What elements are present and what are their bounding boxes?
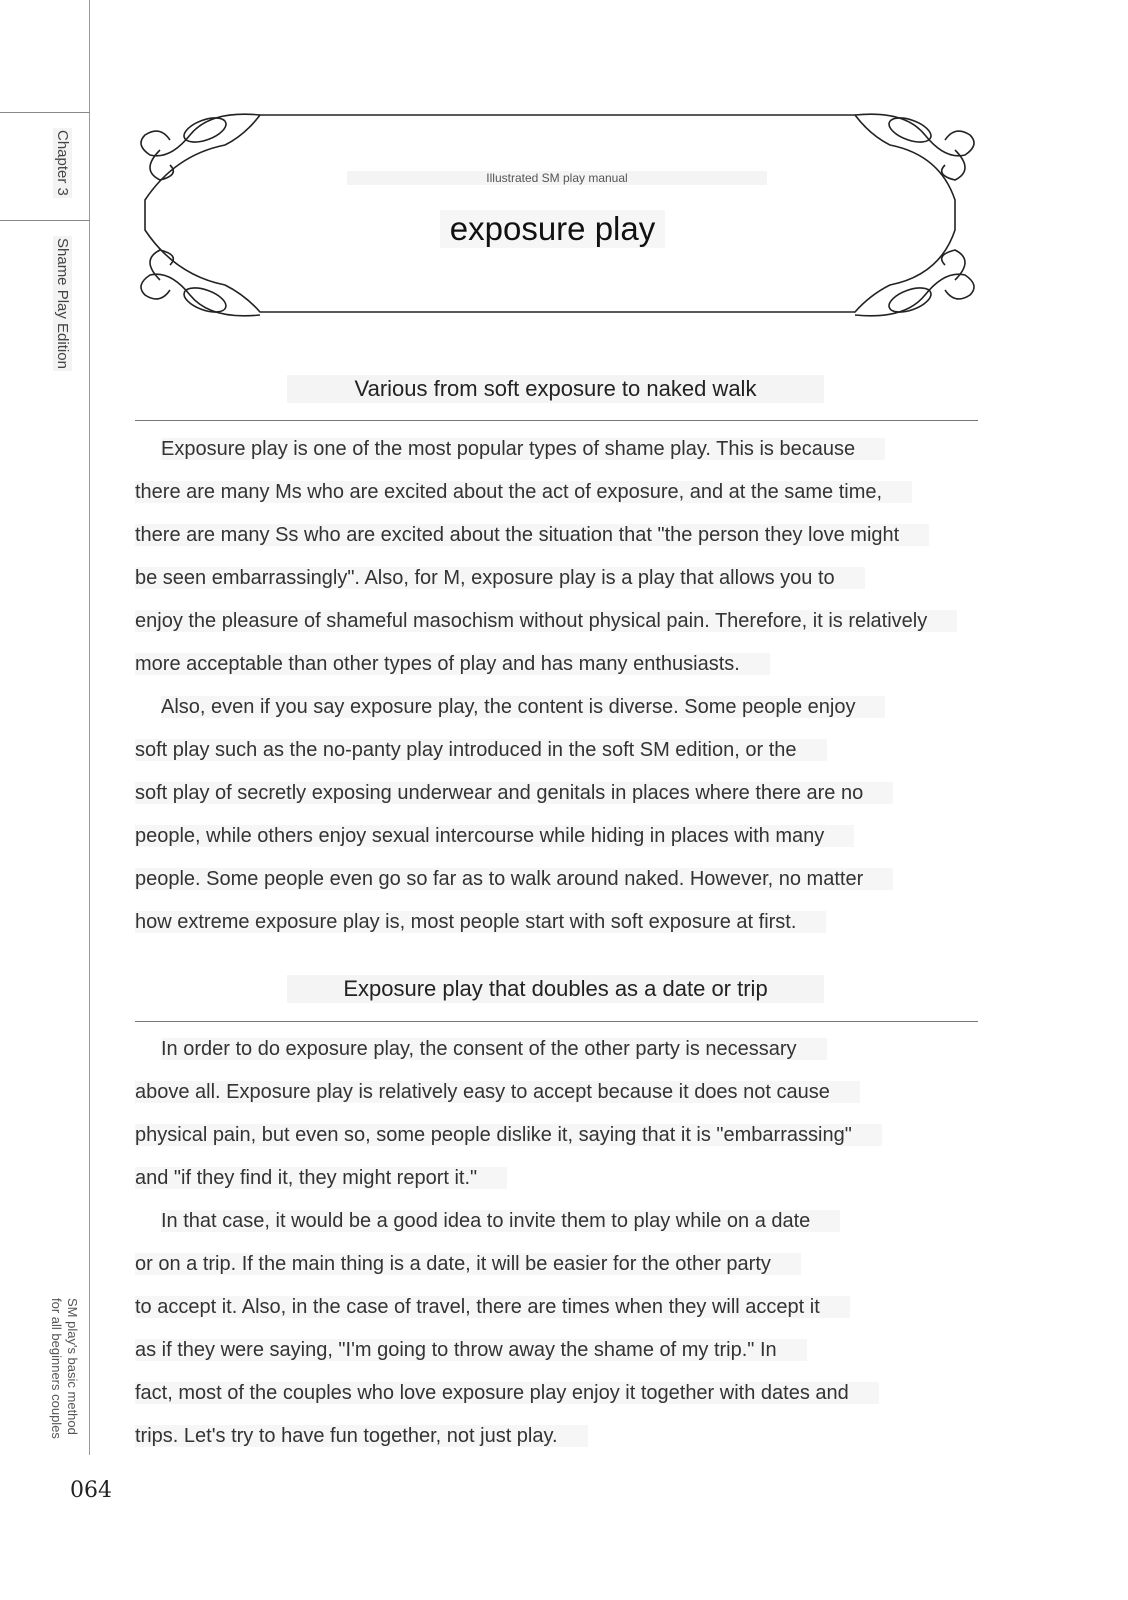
edition-label: Shame Play Edition (54, 238, 71, 369)
text-line (135, 1071, 980, 1114)
text-line (135, 471, 980, 514)
text-line-content: and "if they find it, they might report it." (135, 1167, 507, 1189)
text-line (135, 858, 980, 901)
text-line-content: Exposure play is one of the most popular types of shame play. This is because (161, 438, 885, 460)
tab-divider (0, 112, 90, 113)
book-title-line2: for all beginners couples (49, 1298, 64, 1439)
text-line-content: physical pain, but even so, some people dislike it, saying that it is "embarrassing" (135, 1124, 882, 1146)
text-line (135, 514, 980, 557)
text-line (135, 557, 980, 600)
text-line (135, 600, 980, 643)
text-line-content: people. Some people even go so far as to walk around naked. However, no matter (135, 868, 893, 890)
text-line (135, 1200, 980, 1243)
section-body (135, 428, 980, 944)
text-line-content: In order to do exposure play, the consent of the other party is necessary (161, 1038, 827, 1060)
section-body (135, 1028, 980, 1458)
text-line-content: how extreme exposure play is, most people start with soft exposure at first. (135, 911, 826, 933)
text-line-content: or on a trip. If the main thing is a date, it will be easier for the other party (135, 1253, 801, 1275)
section-rule (135, 1021, 978, 1022)
text-line-content: soft play of secretly exposing underwear and genitals in places where there are no (135, 782, 893, 804)
text-line-content: above all. Exposure play is relatively easy to accept because it does not cause (135, 1081, 860, 1103)
text-line-content: be seen embarrassingly". Also, for M, exposure play is a play that allows you to (135, 567, 865, 589)
text-line (135, 772, 980, 815)
text-line (135, 686, 980, 729)
text-line-content: enjoy the pleasure of shameful masochism without physical pain. Therefore, it is relatively (135, 610, 957, 632)
text-line (135, 1372, 980, 1415)
text-line (135, 1114, 980, 1157)
text-line (135, 1329, 980, 1372)
text-line (135, 901, 980, 944)
text-line-content: to accept it. Also, in the case of travel, there are times when they will accept it (135, 1296, 850, 1318)
text-line (135, 1415, 980, 1458)
section-heading: Exposure play that doubles as a date or trip (287, 975, 824, 1003)
text-line-content: there are many Ms who are excited about the act of exposure, and at the same time, (135, 481, 912, 503)
text-line (135, 815, 980, 858)
page-number: 064 (70, 1478, 112, 1503)
text-line (135, 1028, 980, 1071)
chapter-label: Chapter 3 (54, 130, 71, 196)
text-line-content: more acceptable than other types of play and has many enthusiasts. (135, 653, 770, 675)
text-line-content: Also, even if you say exposure play, the content is diverse. Some people enjoy (161, 696, 885, 718)
page-title: exposure play (440, 210, 665, 248)
text-line (135, 729, 980, 772)
text-line-content: fact, most of the couples who love exposure play enjoy it together with dates and (135, 1382, 879, 1404)
text-line-content: there are many Ss who are excited about the situation that "the person they love might (135, 524, 929, 546)
text-line (135, 1243, 980, 1286)
margin-rule (89, 0, 90, 1455)
tab-divider (0, 220, 90, 221)
text-line-content: soft play such as the no-panty play introduced in the soft SM edition, or the (135, 739, 827, 761)
book-title-line1: SM play's basic method (65, 1298, 80, 1435)
text-line-content: In that case, it would be a good idea to invite them to play while on a date (161, 1210, 840, 1232)
section-rule (135, 420, 978, 421)
book-title (48, 1298, 80, 1439)
text-line-content: people, while others enjoy sexual intercourse while hiding in places with many (135, 825, 854, 847)
text-line (135, 1286, 980, 1329)
text-line-content: trips. Let's try to have fun together, not just play. (135, 1425, 588, 1447)
text-line (135, 1157, 980, 1200)
text-line (135, 428, 980, 471)
header-subtitle: Illustrated SM play manual (347, 171, 767, 185)
text-line (135, 643, 980, 686)
corner-ornament (141, 113, 260, 180)
section-heading: Various from soft exposure to naked walk (287, 375, 824, 403)
text-line-content: as if they were saying, "I'm going to throw away the shame of my trip." In (135, 1339, 807, 1361)
